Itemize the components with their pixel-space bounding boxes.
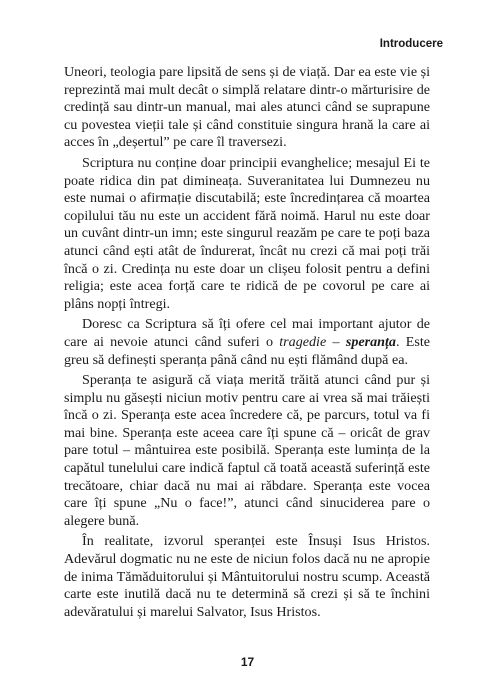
paragraph-text: . Este greu să definești speranța până când nu ești flămând după ea. — [64, 333, 431, 368]
dash: – — [326, 333, 346, 350]
paragraph — [64, 316, 430, 369]
paragraph: Uneori, teologia pare lipsită de sens și de viață. Dar ea este vie și reprezintă mai mult decât o simplă relatare dintr-o mărturisire de credință sau dintr-un manual, mai ales atunci când se suprapune cu povestea vieții tale și când constituie singura hrană la care ai acces în „deșertul” pe care îl traversezi. — [64, 64, 430, 151]
emphasized-term: speranța — [345, 333, 396, 350]
paragraph: În realitate, izvorul speranței este Însuși Isus Hristos. Adevărul dogmatic nu ne este de niciun folos dacă nu ne apropie de inima Tămăduitorului și Mântuitorului nostru scump. Această carte este inutilă dacă nu te determină să crezi și să te închini adevăratului și marelui Salvator, Isus Hristos. — [64, 533, 430, 620]
paragraph: Scriptura nu conține doar principii evanghelice; mesajul Ei te poate ridica din pat dimineața. Suveranitatea lui Dumnezeu nu este numai o afirmație discutabilă; este încredințarea că moartea copilului tău nu este un accident fără noimă. Harul nu este doar un cuvânt dintr-un imn; este singurul reazăm pe care te poți baza atunci când ești atât de îndurerat, încât nu crezi că mai poți trăi încă o zi. Credința nu este doar un clișeu folosit pentru a defini religia; este acea forță care te ridică de pe covorul pe care ai plâns nopți întregi. — [64, 154, 430, 312]
body-text — [64, 64, 430, 624]
paragraph-text: Doresc ca Scriptura să îți ofere cel mai important ajutor de care ai nevoie atunci când suferi o — [64, 316, 430, 350]
paragraph: Speranța te asigură că viața merită trăită atunci când pur și simplu nu găsești niciun motiv pentru care ai vrea să mai trăiești încă o zi. Speranța este acea încredere că, pe parcurs, totul va fi mai bine. Speranța este aceea care îți spune că – oricât de grav pare totul – mântuirea este posibilă. Speranța este lumința de la capătul tunelului care indică faptul că toată această suferință este trecătoare, chiar dacă nu mai ai răbdare. Speranța este vocea care îți spune „Nu o face!”, atunci când sinuciderea pare o alegere bună. — [64, 372, 430, 529]
italic-term: tragedie — [279, 333, 327, 350]
page-number: 17 — [240, 655, 255, 669]
running-header: Introducere — [379, 38, 443, 50]
